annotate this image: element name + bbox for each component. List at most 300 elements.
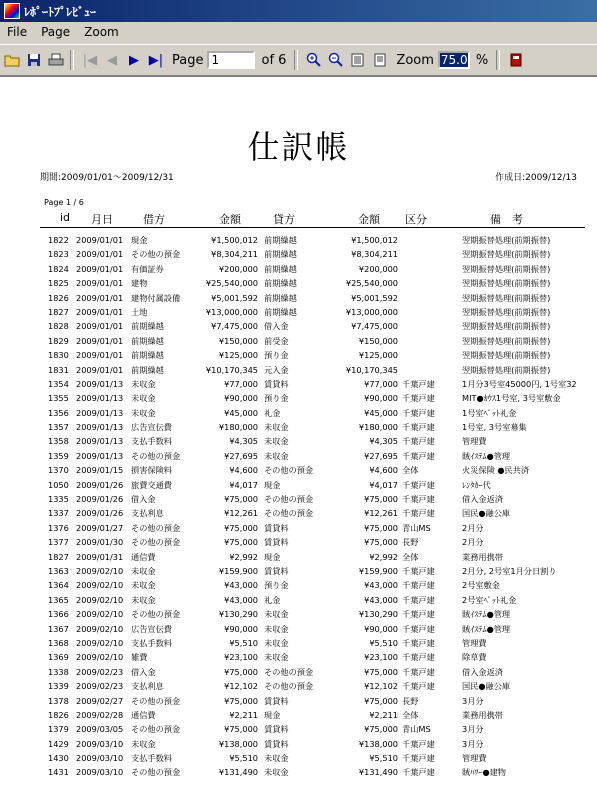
cell-division: 千葉戸建 <box>402 580 435 591</box>
cell-note: 翌期振替処理(前期振替) <box>462 278 551 289</box>
cell-id: 1339 <box>48 681 69 692</box>
cell-amount-credit: ¥12,261 <box>364 508 398 519</box>
cell-amount-debit: ¥131,490 <box>218 767 258 778</box>
cell-id: 1377 <box>48 537 69 548</box>
cell-date: 2009/01/26 <box>76 494 124 505</box>
cell-debit: 広告宣伝費 <box>131 422 172 433</box>
cell-amount-debit: ¥90,000 <box>224 393 258 404</box>
cell-debit: 有価証券 <box>131 263 164 274</box>
cell-date: 2009/02/23 <box>76 681 124 692</box>
cell-amount-debit: ¥138,000 <box>218 738 258 749</box>
cell-amount-credit: ¥2,992 <box>369 551 398 562</box>
cell-id: 1354 <box>48 378 69 389</box>
cell-debit: 支払手数料 <box>131 436 172 447</box>
cell-division: 長野 <box>402 695 419 706</box>
cell-amount-debit: ¥12,102 <box>224 681 258 692</box>
cell-note: 火災保険 ●民共済 <box>462 465 530 476</box>
open-icon[interactable] <box>2 50 22 70</box>
header-rule <box>40 227 585 228</box>
next-page-icon[interactable]: ▶ <box>129 52 139 68</box>
cell-amount-credit: ¥75,000 <box>364 724 398 735</box>
cell-debit: その他の預金 <box>131 249 181 260</box>
cell-id: 1050 <box>48 479 69 490</box>
table-row <box>0 638 597 652</box>
table-row <box>0 609 597 623</box>
cell-note: 3月分 <box>462 695 484 706</box>
table-row <box>0 451 597 465</box>
table-row <box>0 321 597 335</box>
table-row <box>0 235 597 249</box>
cell-amount-debit: ¥8,304,211 <box>211 249 258 260</box>
cell-division: 千葉戸建 <box>402 565 435 576</box>
last-page-icon[interactable]: ▶| <box>148 52 164 68</box>
toolbar-separator <box>70 50 74 70</box>
cell-note: 借入金返済 <box>462 666 503 677</box>
cell-amount-credit: ¥130,290 <box>358 609 398 620</box>
cell-amount-debit: ¥125,000 <box>218 350 258 361</box>
page-width-icon[interactable] <box>348 50 368 70</box>
table-row <box>0 667 597 681</box>
cell-amount-credit: ¥8,304,211 <box>351 249 398 260</box>
cell-division: 全体 <box>402 551 419 562</box>
cell-credit: 預り金 <box>264 580 289 591</box>
cell-id: 1358 <box>48 436 69 447</box>
cell-amount-credit: ¥5,510 <box>369 753 398 764</box>
save-icon[interactable] <box>24 50 44 70</box>
cell-date: 2009/01/13 <box>76 407 124 418</box>
cell-date: 2009/03/10 <box>76 753 124 764</box>
cell-division: 千葉戸建 <box>402 652 435 663</box>
cell-debit: 前期繰越 <box>131 335 164 346</box>
cell-credit: 賃貸料 <box>264 537 289 548</box>
cell-amount-debit: ¥27,695 <box>224 450 258 461</box>
cell-credit: 賃貸料 <box>264 695 289 706</box>
cell-division: 青山MS <box>402 522 431 533</box>
cell-amount-credit: ¥1,500,012 <box>351 235 398 245</box>
cell-amount-debit: ¥150,000 <box>218 335 258 346</box>
cell-date: 2009/02/10 <box>76 623 124 634</box>
header-amount-debit: 金額 <box>219 213 241 226</box>
cell-amount-credit: ¥2,211 <box>369 709 398 720</box>
cell-id: 1430 <box>48 753 69 764</box>
cell-amount-credit: ¥10,170,345 <box>345 364 398 375</box>
cell-amount-debit: ¥7,475,000 <box>211 321 258 332</box>
cell-credit: 礼金 <box>264 407 281 418</box>
cell-amount-credit: ¥4,305 <box>369 436 398 447</box>
cell-credit: 未収金 <box>264 637 289 648</box>
exit-icon[interactable] <box>506 50 526 70</box>
cell-note: 2月分 <box>462 522 484 533</box>
cell-note: 翌期振替処理(前期振替) <box>462 263 551 274</box>
cell-date: 2009/02/10 <box>76 565 124 576</box>
cell-amount-debit: ¥2,992 <box>229 551 258 562</box>
cell-note: 翌期振替処理(前期振替) <box>462 335 551 346</box>
table-row <box>0 494 597 508</box>
table-row <box>0 436 597 450</box>
cell-amount-credit: ¥138,000 <box>358 738 398 749</box>
cell-division: 千葉戸建 <box>402 494 435 505</box>
cell-date: 2009/01/01 <box>76 306 124 317</box>
table-row <box>0 336 597 350</box>
cell-credit: 礼金 <box>264 594 281 605</box>
cell-amount-debit: ¥25,540,000 <box>205 278 258 289</box>
cell-date: 2009/01/13 <box>76 378 124 389</box>
cell-credit: その他の預金 <box>264 494 314 505</box>
cell-debit: 未収金 <box>131 378 156 389</box>
cell-debit: 現金 <box>131 235 148 245</box>
header-id: id <box>60 211 71 224</box>
cell-debit: 未収金 <box>131 565 156 576</box>
cell-date: 2009/01/13 <box>76 393 124 404</box>
cell-debit: 土地 <box>131 306 148 317</box>
cell-amount-debit: ¥159,900 <box>218 565 258 576</box>
cell-credit: 預り金 <box>264 393 289 404</box>
cell-debit: 借入金 <box>131 494 156 505</box>
cell-division: 千葉戸建 <box>402 666 435 677</box>
cell-id: 1376 <box>48 522 69 533</box>
cell-amount-debit: ¥43,000 <box>224 594 258 605</box>
report-preview-area[interactable] <box>0 76 597 793</box>
cell-amount-debit: ¥75,000 <box>224 724 258 735</box>
cell-credit: 未収金 <box>264 623 289 634</box>
cell-date: 2009/02/10 <box>76 594 124 605</box>
cell-date: 2009/03/10 <box>76 738 124 749</box>
cell-note: 管理費 <box>462 637 487 648</box>
table-row <box>0 350 597 364</box>
cell-credit: 前期繰越 <box>264 306 297 317</box>
toolbar-separator <box>496 50 500 70</box>
cell-id: 1431 <box>48 767 69 778</box>
table-row <box>0 566 597 580</box>
cell-id: 1364 <box>48 580 69 591</box>
cell-credit: 現金 <box>264 709 281 720</box>
cell-debit: 未収金 <box>131 594 156 605</box>
table-row <box>0 249 597 263</box>
toolbar-separator <box>294 50 298 70</box>
cell-date: 2009/02/28 <box>76 709 124 720</box>
cell-date: 2009/03/05 <box>76 724 124 735</box>
cell-credit: 預り金 <box>264 350 289 361</box>
cell-debit: 建物 <box>131 278 148 289</box>
cell-debit: 前期繰越 <box>131 364 164 375</box>
zoom-input[interactable] <box>438 51 470 69</box>
cell-credit: 前期繰越 <box>264 249 297 260</box>
cell-note: 翌期振替処理(前期振替) <box>462 292 551 303</box>
cell-date: 2009/02/27 <box>76 695 124 706</box>
cell-amount-credit: ¥43,000 <box>364 580 398 591</box>
cell-division: 千葉戸建 <box>402 681 435 692</box>
cell-amount-debit: ¥4,305 <box>229 436 258 447</box>
cell-id: 1826 <box>48 709 69 720</box>
cell-date: 2009/01/27 <box>76 522 124 533</box>
cell-debit: 借入金 <box>131 666 156 677</box>
cell-credit: 前期繰越 <box>264 292 297 303</box>
cell-date: 2009/01/01 <box>76 278 124 289</box>
cell-date: 2009/01/01 <box>76 335 124 346</box>
cell-note: 賊ｲｽﾃﾑ●管理 <box>462 623 511 634</box>
table-row <box>0 408 597 422</box>
page-input[interactable] <box>207 51 255 69</box>
table-row <box>0 652 597 666</box>
cell-amount-debit: ¥5,001,592 <box>211 292 258 303</box>
cell-amount-debit: ¥5,510 <box>229 753 258 764</box>
cell-credit: 未収金 <box>264 609 289 620</box>
cell-debit: 未収金 <box>131 580 156 591</box>
cell-amount-debit: ¥43,000 <box>224 580 258 591</box>
report-page-number: Page 1 / 6 <box>44 198 84 207</box>
cell-note: 2号室敷金 <box>462 580 500 591</box>
table-row <box>0 624 597 638</box>
cell-credit: 借入金 <box>264 321 289 332</box>
window-title: ﾚﾎﾟｰﾄﾌﾟﾚﾋﾞｭｰ <box>24 4 97 19</box>
cell-date: 2009/01/13 <box>76 450 124 461</box>
cell-amount-debit: ¥4,017 <box>229 479 258 490</box>
cell-note: 1月分3号室45000円, 1号室32 <box>462 378 577 389</box>
cell-debit: その他の預金 <box>131 767 181 778</box>
header-credit: 貸方 <box>273 213 295 226</box>
cell-id: 1365 <box>48 594 69 605</box>
cell-amount-credit: ¥77,000 <box>364 378 398 389</box>
cell-division: 青山MS <box>402 724 431 735</box>
cell-credit: 賃貸料 <box>264 565 289 576</box>
cell-amount-credit: ¥5,001,592 <box>351 292 398 303</box>
cell-note: 除草費 <box>462 652 487 663</box>
cell-credit: 前期繰越 <box>264 263 297 274</box>
cell-id: 1825 <box>48 278 69 289</box>
header-note: 備 考 <box>490 213 523 226</box>
cell-division: 千葉戸建 <box>402 450 435 461</box>
table-row <box>0 753 597 767</box>
cell-note: 借入金返済 <box>462 494 503 505</box>
table-row <box>0 710 597 724</box>
table-row <box>0 523 597 537</box>
cell-credit: 前期繰越 <box>264 235 297 245</box>
cell-debit: 建物付属設備 <box>131 292 181 303</box>
first-page-icon[interactable]: |◀ <box>82 52 98 68</box>
cell-amount-credit: ¥90,000 <box>364 393 398 404</box>
cell-credit: 前受金 <box>264 335 289 346</box>
cell-amount-credit: ¥75,000 <box>364 537 398 548</box>
cell-id: 1378 <box>48 695 69 706</box>
cell-id: 1830 <box>48 350 69 361</box>
menu-zoom[interactable]: Zoom <box>84 25 119 39</box>
cell-note: 国民●融公庫 <box>462 508 511 519</box>
cell-note: 国民●融公庫 <box>462 681 511 692</box>
cell-amount-debit: ¥90,000 <box>224 623 258 634</box>
cell-date: 2009/01/13 <box>76 422 124 433</box>
cell-amount-credit: ¥27,695 <box>364 450 398 461</box>
cell-debit: 広告宣伝費 <box>131 623 172 634</box>
cell-id: 1337 <box>48 508 69 519</box>
cell-credit: 賃貸料 <box>264 724 289 735</box>
cell-date: 2009/02/10 <box>76 609 124 620</box>
cell-credit: 未収金 <box>264 767 289 778</box>
cell-debit: その他の預金 <box>131 537 181 548</box>
cell-debit: 未収金 <box>131 738 156 749</box>
cell-amount-credit: ¥23,100 <box>364 652 398 663</box>
cell-amount-debit: ¥2,211 <box>229 709 258 720</box>
table-row <box>0 537 597 551</box>
cell-id: 1356 <box>48 407 69 418</box>
cell-amount-debit: ¥10,170,345 <box>205 364 258 375</box>
table-row <box>0 580 597 594</box>
cell-id: 1366 <box>48 609 69 620</box>
report-created-date: 作成日:2009/12/13 <box>495 173 577 183</box>
table-row <box>0 278 597 292</box>
cell-credit: 未収金 <box>264 436 289 447</box>
cell-date: 2009/01/01 <box>76 263 124 274</box>
cell-note: 管理費 <box>462 753 487 764</box>
cell-id: 1379 <box>48 724 69 735</box>
cell-debit: 未収金 <box>131 407 156 418</box>
menu-page[interactable]: Page <box>41 25 71 39</box>
cell-amount-debit: ¥75,000 <box>224 494 258 505</box>
table-row <box>0 552 597 566</box>
cell-note: 2号室ﾍﾟｯﾄ礼金 <box>462 594 517 605</box>
cell-amount-credit: ¥75,000 <box>364 666 398 677</box>
cell-division: 千葉戸建 <box>402 594 435 605</box>
cell-id: 1429 <box>48 738 69 749</box>
cell-amount-credit: ¥131,490 <box>358 767 398 778</box>
cell-id: 1828 <box>48 321 69 332</box>
prev-page-icon[interactable]: ◀ <box>107 52 117 68</box>
cell-amount-credit: ¥13,000,000 <box>345 306 398 317</box>
cell-date: 2009/01/01 <box>76 249 124 260</box>
cell-credit: 賃貸料 <box>264 738 289 749</box>
table-row <box>0 480 597 494</box>
cell-note: 翌期振替処理(前期振替) <box>462 321 551 332</box>
table-row <box>0 767 597 781</box>
cell-debit: 旅費交通費 <box>131 479 172 490</box>
cell-division: 千葉戸建 <box>402 623 435 634</box>
cell-id: 1357 <box>48 422 69 433</box>
cell-note: 賊ｲｽﾃﾑ●管理 <box>462 450 511 461</box>
cell-note: 2月分 <box>462 537 484 548</box>
cell-note: 2月分, 2号室1月分日割り <box>462 565 557 576</box>
cell-date: 2009/01/30 <box>76 537 124 548</box>
cell-credit: 未収金 <box>264 753 289 764</box>
report-title: 仕訳帳 <box>247 128 350 166</box>
print-icon[interactable] <box>46 50 66 70</box>
cell-date: 2009/02/23 <box>76 666 124 677</box>
cell-note: 翌期振替処理(前期振替) <box>462 235 551 245</box>
table-row <box>0 595 597 609</box>
zoom-label: Zoom <box>396 52 434 68</box>
cell-id: 1369 <box>48 652 69 663</box>
cell-id: 1355 <box>48 393 69 404</box>
cell-amount-debit: ¥75,000 <box>224 522 258 533</box>
cell-note: 賊ｲｽﾃﾑ●管理 <box>462 609 511 620</box>
cell-date: 2009/01/01 <box>76 321 124 332</box>
cell-amount-debit: ¥23,100 <box>224 652 258 663</box>
cell-id: 1335 <box>48 494 69 505</box>
cell-debit: その他の預金 <box>131 724 181 735</box>
cell-date: 2009/01/13 <box>76 436 124 447</box>
zoom-in-icon[interactable] <box>304 50 324 70</box>
cell-amount-credit: ¥75,000 <box>364 695 398 706</box>
cell-note: 翌期振替処理(前期振替) <box>462 306 551 317</box>
cell-amount-credit: ¥4,017 <box>369 479 398 490</box>
cell-credit: その他の預金 <box>264 666 314 677</box>
cell-debit: 前期繰越 <box>131 321 164 332</box>
cell-debit: 支払手数料 <box>131 637 172 648</box>
table-row <box>0 724 597 738</box>
cell-amount-credit: ¥43,000 <box>364 594 398 605</box>
cell-debit: 通信費 <box>131 551 156 562</box>
cell-amount-debit: ¥75,000 <box>224 537 258 548</box>
cell-note: 業務用携帯 <box>462 709 503 720</box>
cell-note: 1号室ﾍﾟｯﾄ礼金 <box>462 407 517 418</box>
cell-division: 千葉戸建 <box>402 407 435 418</box>
menu-file[interactable]: File <box>7 25 28 39</box>
cell-id: 1824 <box>48 263 69 274</box>
table-row <box>0 393 597 407</box>
cell-amount-debit: ¥12,261 <box>224 508 258 519</box>
cell-debit: その他の預金 <box>131 450 181 461</box>
cell-date: 2009/01/01 <box>76 235 124 245</box>
cell-division: 千葉戸建 <box>402 508 435 519</box>
cell-id: 1368 <box>48 637 69 648</box>
cell-debit: 未収金 <box>131 393 156 404</box>
cell-credit: その他の預金 <box>264 508 314 519</box>
cell-amount-credit: ¥180,000 <box>358 422 398 433</box>
cell-division: 千葉戸建 <box>402 378 435 389</box>
whole-page-icon[interactable] <box>370 50 390 70</box>
cell-debit: 通信費 <box>131 709 156 720</box>
cell-note: 管理費 <box>462 436 487 447</box>
cell-amount-debit: ¥1,500,012 <box>211 235 258 245</box>
cell-division: 全体 <box>402 709 419 720</box>
table-row <box>0 307 597 321</box>
cell-date: 2009/02/10 <box>76 637 124 648</box>
cell-division: 千葉戸建 <box>402 637 435 648</box>
header-division: 区分 <box>405 213 427 226</box>
cell-amount-debit: ¥45,000 <box>224 407 258 418</box>
cell-id: 1338 <box>48 666 69 677</box>
cell-date: 2009/03/10 <box>76 767 124 778</box>
cell-date: 2009/02/10 <box>76 580 124 591</box>
cell-amount-debit: ¥130,290 <box>218 609 258 620</box>
cell-date: 2009/01/01 <box>76 364 124 375</box>
cell-id: 1831 <box>48 364 69 375</box>
table-row <box>0 365 597 379</box>
cell-date: 2009/01/31 <box>76 551 124 562</box>
zoom-out-icon[interactable] <box>326 50 346 70</box>
cell-amount-debit: ¥75,000 <box>224 695 258 706</box>
cell-note: 1号室, 3号室募集 <box>462 422 527 433</box>
page-label: Page <box>172 52 204 68</box>
cell-id: 1829 <box>48 335 69 346</box>
cell-note: 3月分 <box>462 738 484 749</box>
cell-date: 2009/01/26 <box>76 479 124 490</box>
cell-amount-credit: ¥75,000 <box>364 494 398 505</box>
cell-amount-credit: ¥150,000 <box>358 335 398 346</box>
cell-credit: 前期繰越 <box>264 278 297 289</box>
cell-amount-debit: ¥5,510 <box>229 637 258 648</box>
cell-amount-credit: ¥5,510 <box>369 637 398 648</box>
cell-division: 千葉戸建 <box>402 753 435 764</box>
table-row <box>0 696 597 710</box>
cell-credit: 元入金 <box>264 364 289 375</box>
cell-amount-debit: ¥4,600 <box>229 465 258 476</box>
cell-debit: その他の預金 <box>131 609 181 620</box>
cell-date: 2009/01/01 <box>76 350 124 361</box>
cell-credit: 現金 <box>264 479 281 490</box>
cell-debit: 支払手数料 <box>131 753 172 764</box>
table-row <box>0 681 597 695</box>
cell-debit: 損害保険料 <box>131 465 172 476</box>
cell-amount-credit: ¥25,540,000 <box>345 278 398 289</box>
